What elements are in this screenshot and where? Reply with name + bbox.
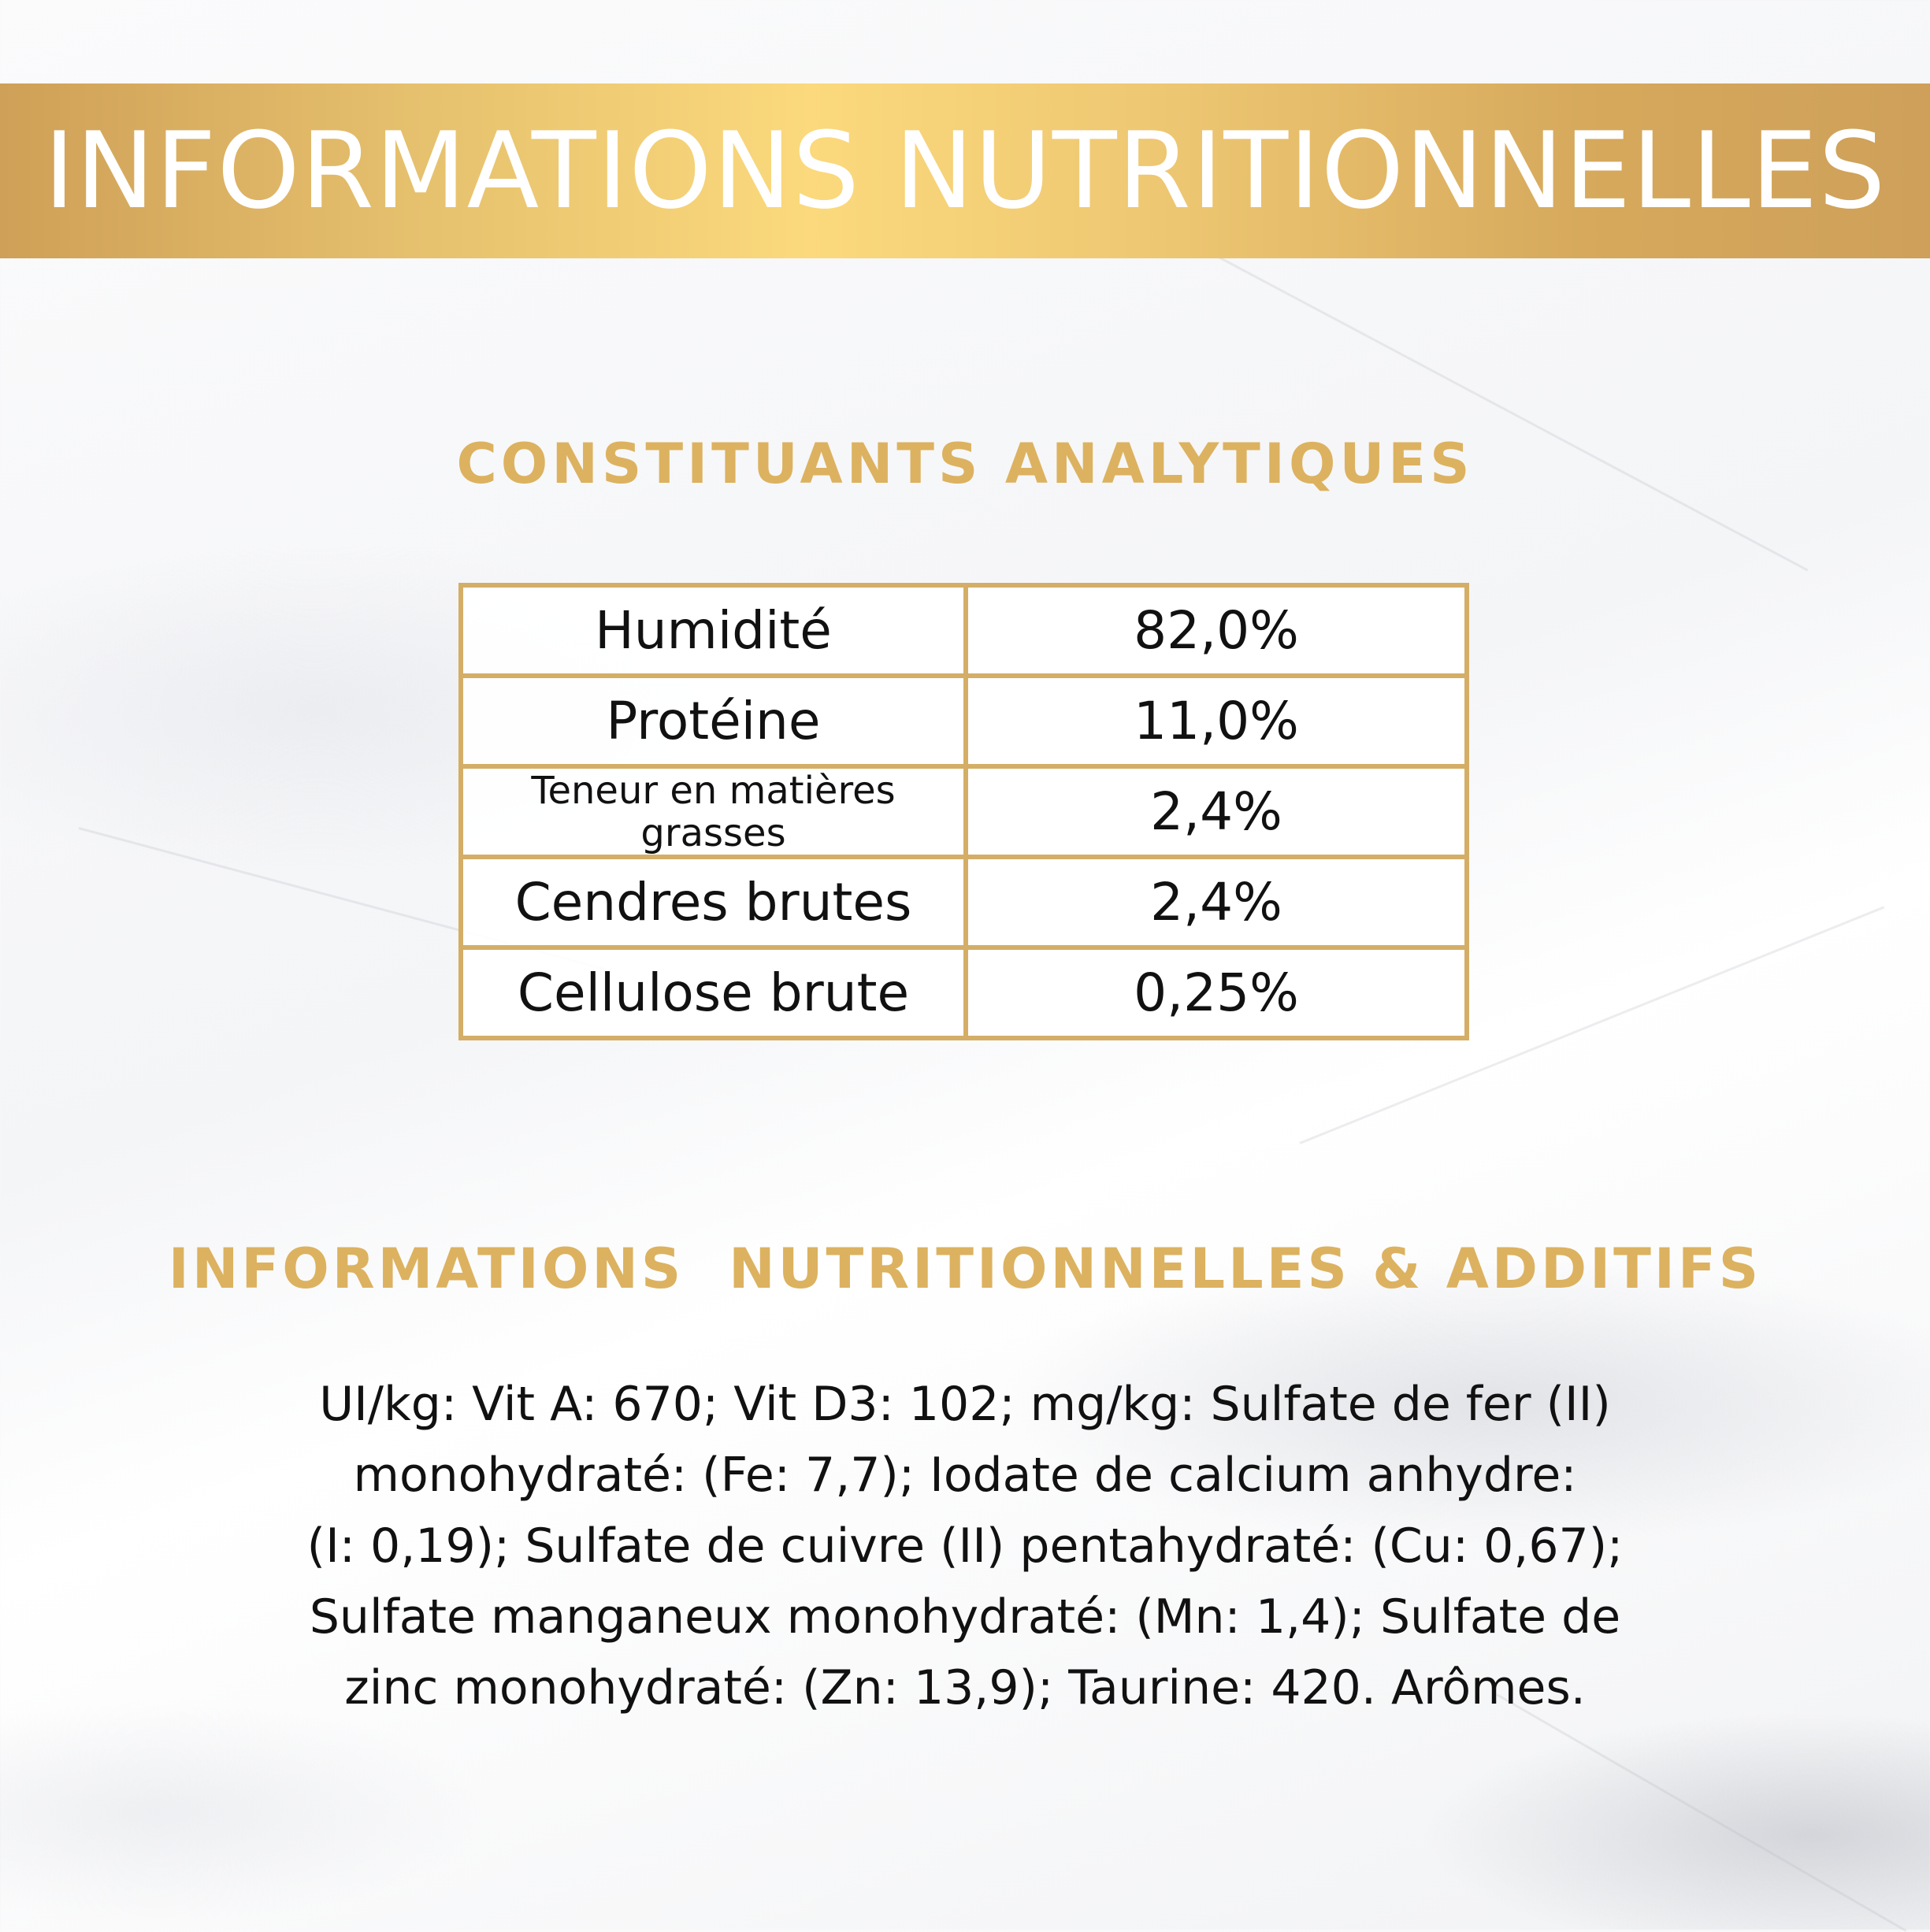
table-row <box>461 676 1467 766</box>
constituant-label: Humidité <box>461 585 966 676</box>
constituant-value: 82,0% <box>966 585 1467 676</box>
title-banner <box>0 83 1930 258</box>
table-row <box>461 766 1467 857</box>
constituant-label: Teneur en matières grasses <box>461 766 966 857</box>
constituant-value: 2,4% <box>966 857 1467 947</box>
constituant-label: Cellulose brute <box>461 947 966 1038</box>
constituants-heading: CONSTITUANTS ANALYTIQUES <box>456 432 1474 496</box>
additifs-line: zinc monohydraté: (Zn: 13,9); Taurine: 420. Arômes. <box>344 1660 1586 1715</box>
additifs-line: (I: 0,19); Sulfate de cuivre (II) pentahydraté: (Cu: 0,67); <box>306 1519 1624 1574</box>
constituant-value: 11,0% <box>966 676 1467 766</box>
constituant-label: Cendres brutes <box>461 857 966 947</box>
constituant-value: 2,4% <box>966 766 1467 857</box>
constituant-label: Protéine <box>461 676 966 766</box>
constituants-table <box>458 583 1469 1040</box>
marble-vein <box>1496 1693 1906 1932</box>
table-row <box>461 857 1467 947</box>
constituant-value: 0,25% <box>966 947 1467 1038</box>
additifs-line: UI/kg: Vit A: 670; Vit D3: 102; mg/kg: Sulfate de fer (II) <box>319 1377 1611 1432</box>
table-row <box>461 585 1467 676</box>
additifs-paragraph <box>177 1369 1753 1723</box>
marble-vein <box>1181 236 1808 571</box>
table-row <box>461 947 1467 1038</box>
additifs-line: monohydraté: (Fe: 7,7); Iodate de calcium anhydre: <box>353 1448 1577 1503</box>
additifs-line: Sulfate manganeux monohydraté: (Mn: 1,4); Sulfate de <box>309 1589 1621 1645</box>
additifs-heading: INFORMATIONS NUTRITIONNELLES & ADDITIFS <box>168 1237 1762 1301</box>
page-title: INFORMATIONS NUTRITIONNELLES <box>43 109 1887 232</box>
